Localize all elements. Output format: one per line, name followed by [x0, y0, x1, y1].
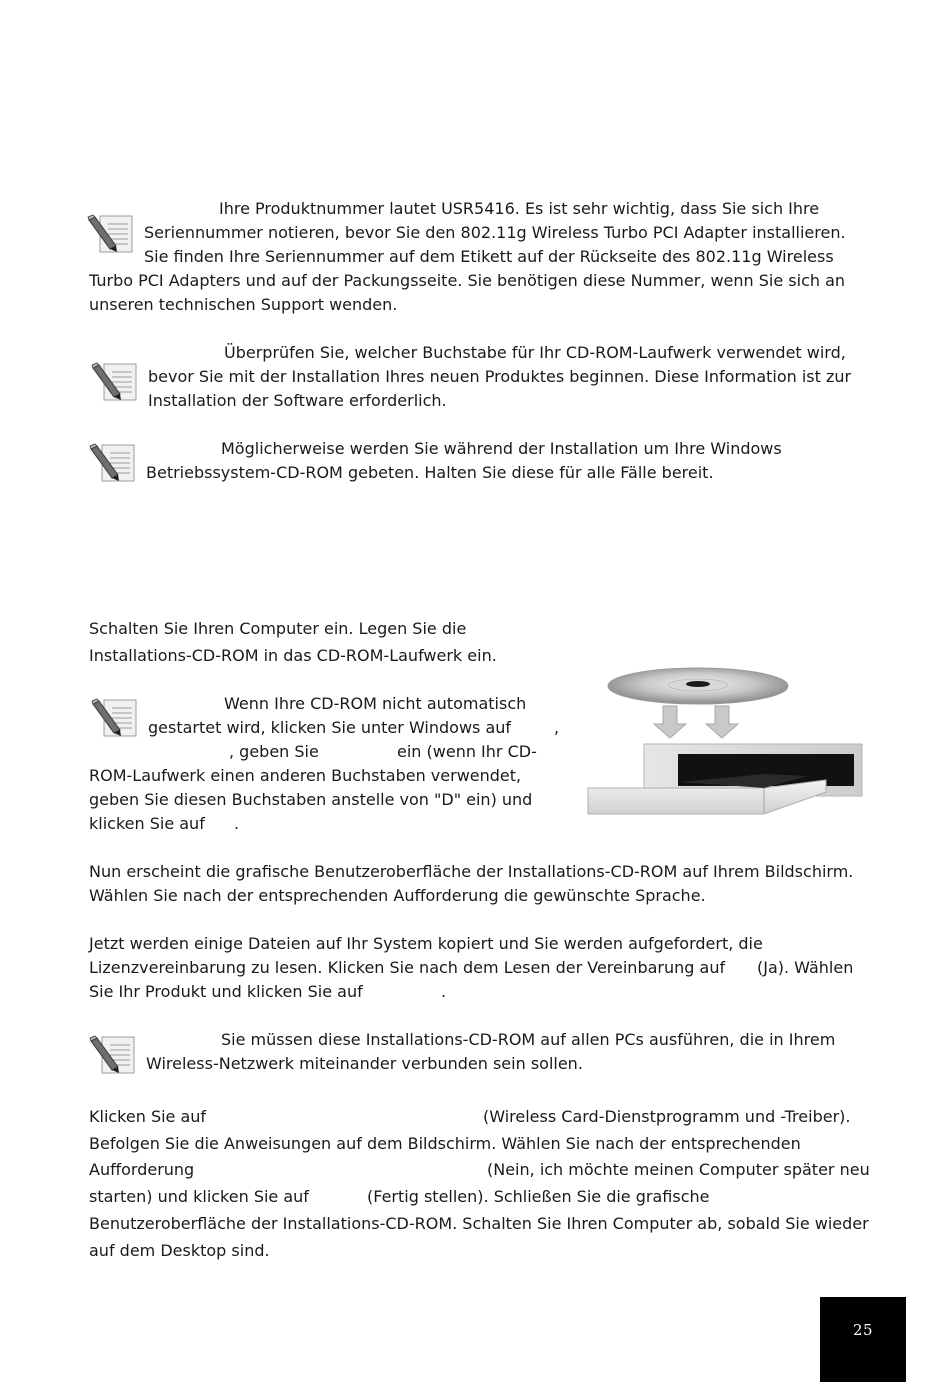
note2-line: Überprüfen Sie, welcher Buchstabe für Ihr CD-ROM-Laufwerk verwendet wird,	[224, 343, 846, 362]
step2-line: Wählen Sie nach der entsprechenden Aufforderung die gewünschte Sprache.	[89, 886, 706, 905]
page-number-box	[820, 1297, 906, 1382]
note4-line: ein (wenn Ihr CD-	[397, 742, 537, 761]
note4-line: klicken Sie auf	[89, 814, 205, 833]
step4-line: (Fertig stellen). Schließen Sie die grafische	[367, 1187, 710, 1206]
note1-line: Turbo PCI Adapters und auf der Packungsseite. Sie benötigen diese Nummer, wenn Sie sich an	[89, 271, 846, 290]
note4-line: , geben Sie	[229, 742, 319, 761]
note3-line: Betriebssystem-CD-ROM gebeten. Halten Sie diese für alle Fälle bereit.	[146, 463, 714, 482]
note5-line: Wireless-Netzwerk miteinander verbunden sein sollen.	[146, 1054, 583, 1073]
step4-line: (Wireless Card-Dienstprogramm und -Treiber).	[483, 1107, 851, 1126]
step3-line: .	[441, 982, 447, 1001]
page-number: 25	[852, 1321, 874, 1339]
note4-line: Wenn Ihre CD-ROM nicht automatisch	[224, 694, 527, 713]
note-pencil-icon	[88, 1035, 136, 1075]
note4-line: ,	[554, 718, 560, 737]
note1-line: unseren technischen Support wenden.	[89, 295, 398, 314]
note-pencil-icon	[86, 214, 134, 254]
step4-line: Klicken Sie auf	[89, 1107, 207, 1126]
note5-line: Sie müssen diese Installations-CD-ROM auf allen PCs ausführen, die in Ihrem	[221, 1030, 836, 1049]
step4-line: auf dem Desktop sind.	[89, 1241, 270, 1260]
note4-line: .	[234, 814, 240, 833]
step1-line: Installations-CD-ROM in das CD-ROM-Laufwerk ein.	[89, 646, 497, 665]
note-pencil-icon	[90, 698, 138, 738]
step4-line: (Nein, ich möchte meinen Computer später neu	[487, 1160, 870, 1179]
note4-line: ROM-Laufwerk einen anderen Buchstaben verwendet,	[89, 766, 522, 785]
step3-line: Jetzt werden einige Dateien auf Ihr System kopiert und Sie werden aufgefordert, die	[89, 934, 763, 953]
step3-line: (Ja). Wählen	[757, 958, 854, 977]
note-pencil-icon	[90, 362, 138, 402]
note1-line: Ihre Produktnummer lautet USR5416. Es ist sehr wichtig, dass Sie sich Ihre	[219, 199, 820, 218]
step4-line: Befolgen Sie die Anweisungen auf dem Bildschirm. Wählen Sie nach der entsprechenden	[89, 1134, 801, 1153]
step4-line: Aufforderung	[89, 1160, 195, 1179]
note2-line: Installation der Software erforderlich.	[148, 391, 447, 410]
step4-line: Benutzeroberfläche der Installations-CD-ROM. Schalten Sie Ihren Computer ab, sobald Sie wieder	[89, 1214, 869, 1233]
cd-insert-illustration	[586, 664, 866, 820]
note2-line: bevor Sie mit der Installation Ihres neuen Produktes beginnen. Diese Information ist zur	[148, 367, 852, 386]
step1-line: Schalten Sie Ihren Computer ein. Legen Sie die	[89, 619, 467, 638]
note3-line: Möglicherweise werden Sie während der Installation um Ihre Windows	[221, 439, 782, 458]
note1-line: Sie finden Ihre Seriennummer auf dem Etikett auf der Rückseite des 802.11g Wireless	[144, 247, 834, 266]
step3-line: Sie Ihr Produkt und klicken Sie auf	[89, 982, 363, 1001]
note-pencil-icon	[88, 443, 136, 483]
note4-line: geben Sie diesen Buchstaben anstelle von "D" ein) und	[89, 790, 533, 809]
step2-line: Nun erscheint die grafische Benutzeroberfläche der Installations-CD-ROM auf Ihrem Bildschirm.	[89, 862, 854, 881]
note1-line: Seriennummer notieren, bevor Sie den 802.11g Wireless Turbo PCI Adapter installieren.	[144, 223, 846, 242]
step3-line: Lizenzvereinbarung zu lesen. Klicken Sie nach dem Lesen der Vereinbarung auf	[89, 958, 726, 977]
note4-line: gestartet wird, klicken Sie unter Windows auf	[148, 718, 512, 737]
step4-line: starten) und klicken Sie auf	[89, 1187, 309, 1206]
